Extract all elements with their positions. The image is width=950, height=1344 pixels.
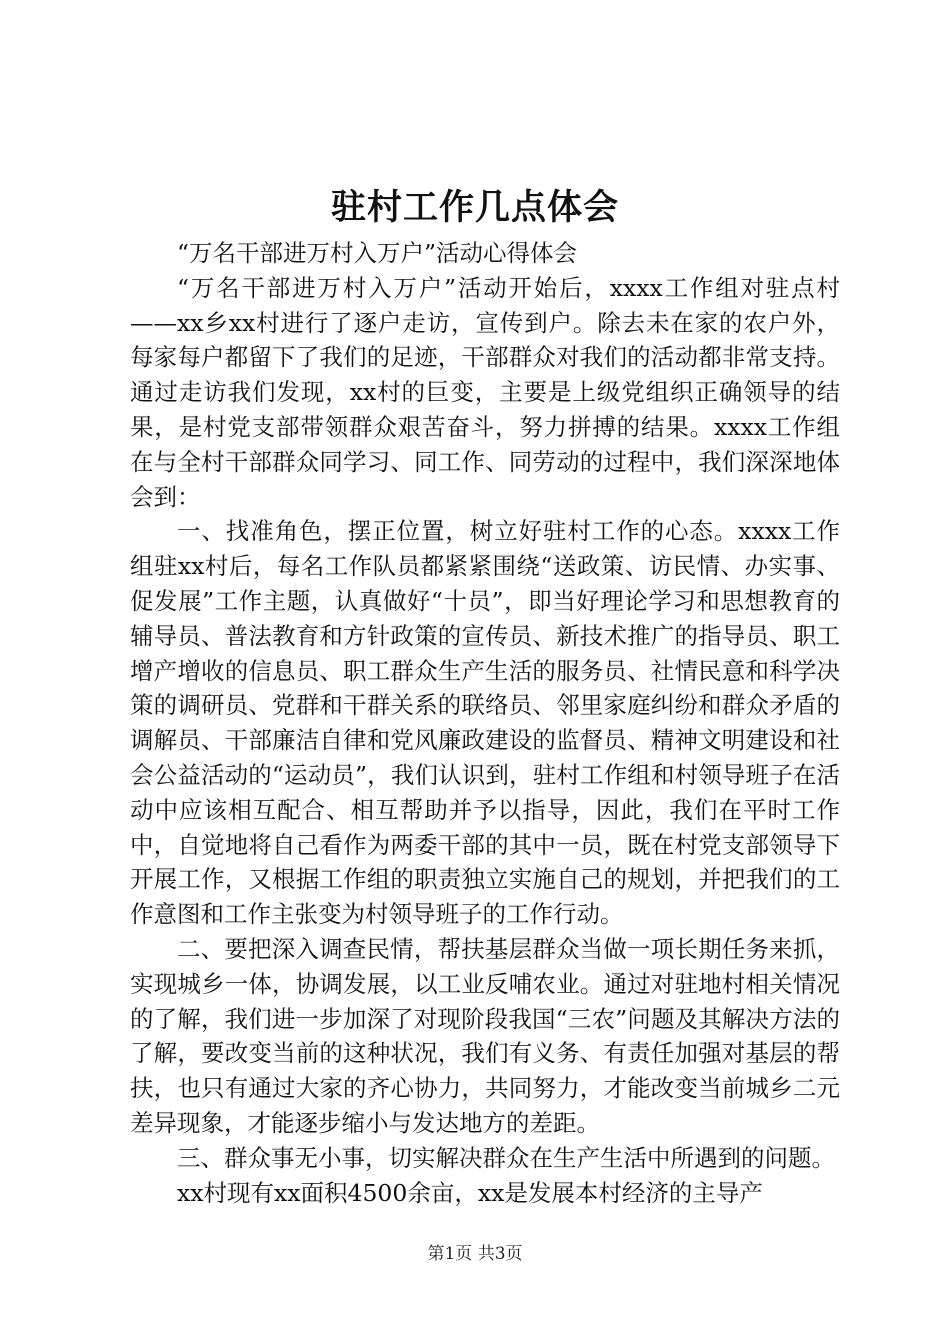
section-three-paragraph: 三、群众事无小事，切实解决群众在生产生活中所遇到的问题。: [177, 1143, 835, 1172]
subtitle-paragraph: “万名干部进万村入万户”活动心得体会: [177, 239, 578, 267]
document-title: 驻村工作几点体会: [330, 187, 619, 228]
page-number-footer: 第1页 共3页: [427, 1244, 523, 1264]
village-paragraph: xx村现有xx面积4500余亩，xx是发展本村经济的主导产: [177, 1178, 763, 1207]
section-two-paragraph: 二、要把深入调查民情，帮扶基层群众当做一项长期任务来抓，实现城乡一体，协调发展，以工业反哺农业。通过对驻地村相关情况的了解，我们进一步加深了对现阶段我国“三农”问题及其解决方法的了解，要改变当前的这种状况，我们有义务、有责任加强对基层的帮扶，也只有通过大家的齐心协力，共同努力，才能改变当前城乡二元差异现象，才能逐步缩小与发达地方的差距。: [130, 934, 840, 1137]
section-one-paragraph: 一、找准角色，摆正位置，树立好驻村工作的心态。xxxx工作组驻xx村后，每名工作队员都紧紧围绕“送政策、访民情、办实事、促发展”工作主题，认真做好“十员”，即当好理论学习和思想教育的辅导员、普法教育和方针政策的宣传员、新技术推广的指导员、职工增产增收的信息员、职工群众生产生活的服务员、社情民意和科学决策的调研员、党群和干群关系的联络员、邻里家庭纠纷和群众矛盾的调解员、干部廉洁自律和党风廉政建设的监督员、精神文明建设和社会公益活动的“运动员”，我们认识到，驻村工作组和村领导班子在活动中应该相互配合、相互帮助并予以指导，因此，我们在平时工作中，自觉地将自己看作为两委干部的其中一员，既在村党支部领导下开展工作，又根据工作组的职责独立实施自己的规划，并把我们的工作意图和工作主张变为村领导班子的工作行动。: [130, 517, 840, 929]
intro-paragraph: “万名干部进万村入万户”活动开始后，xxxx工作组对驻点村——xx乡xx村进行了逐户走访，宣传到户。除去未在家的农户外，每家每户都留下了我们的足迹，干部群众对我们的活动都非常支持。通过走访我们发现，xx村的巨变，主要是上级党组织正确领导的结果，是村党支部带领群众艰苦奋斗，努力拼搏的结果。xxxx工作组在与全村干部群众同学习、同工作、同劳动的过程中，我们深深地体会到：: [130, 273, 840, 511]
document-body: [130, 236, 840, 1210]
